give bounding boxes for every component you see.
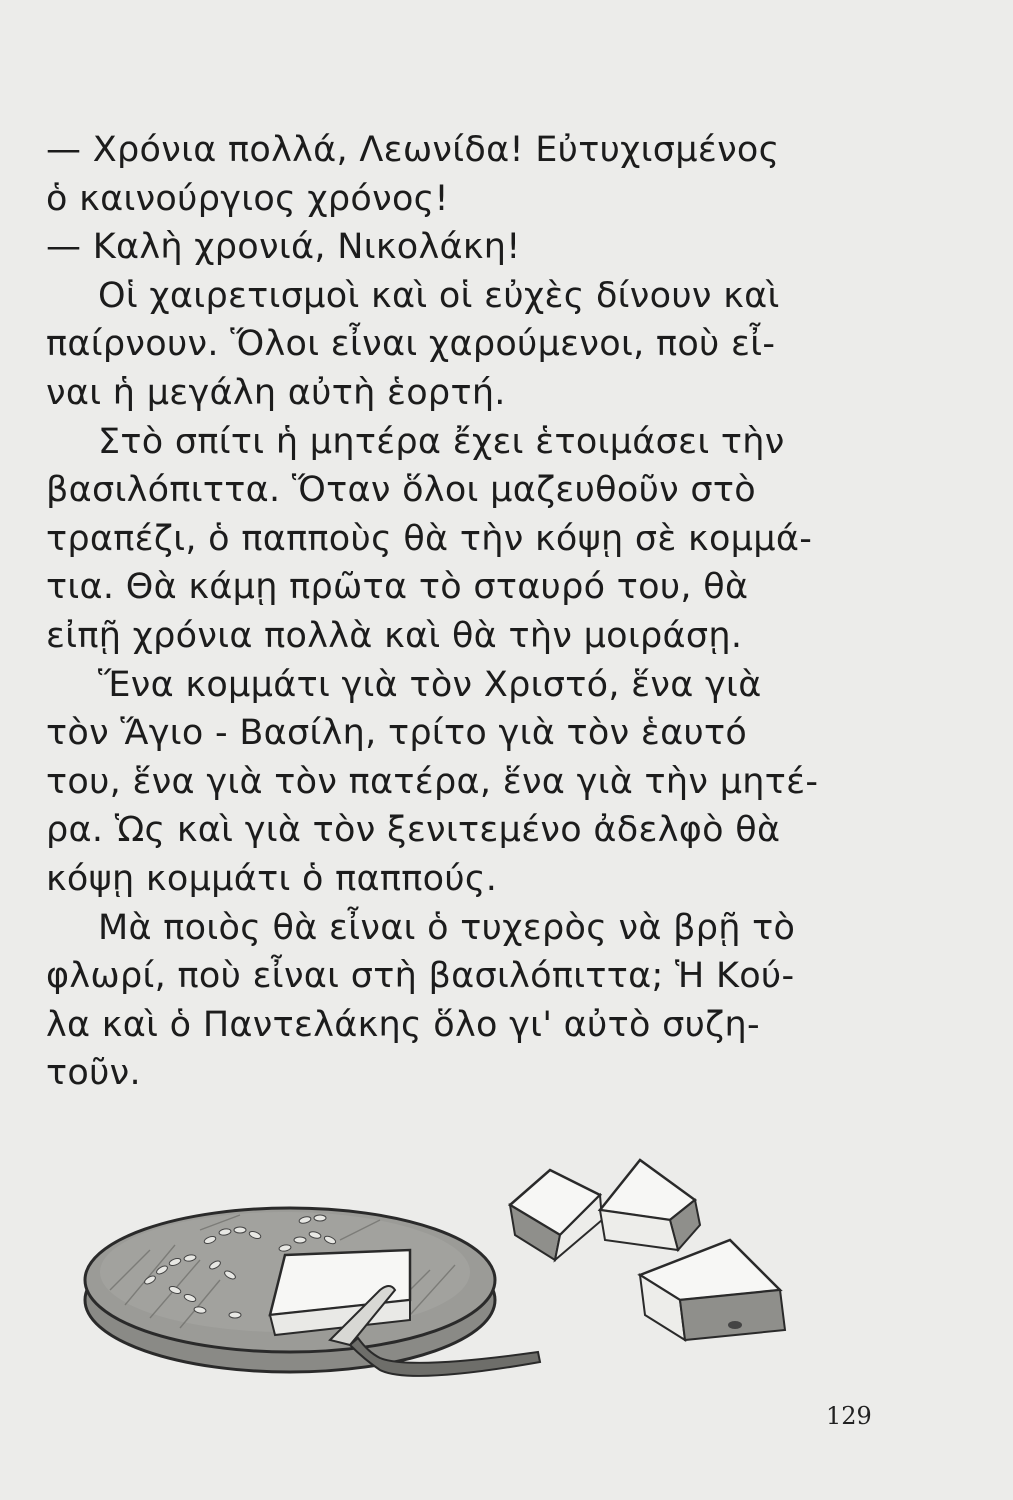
text-line: βασιλόπιττα. Ὅταν ὅλοι μαζευθοῦν στὸ bbox=[46, 470, 756, 511]
text-line: — Χρόνια πολλά, Λεωνίδα! Εὐτυχισμένος bbox=[46, 130, 780, 170]
text-line: τραπέζι, ὁ παπποὺς θὰ τὴν κόψῃ σὲ κομμά- bbox=[46, 518, 813, 559]
text-line: τια. Θὰ κάμῃ πρῶτα τὸ σταυρό του, θὰ bbox=[46, 567, 749, 608]
vasilopita-cake-illustration bbox=[80, 1140, 820, 1380]
text-line: τὸν Ἅγιο - Βασίλη, τρίτο γιὰ τὸν ἑαυτό bbox=[46, 713, 748, 754]
text-line: τοῦν. bbox=[46, 1053, 141, 1094]
cake-icon bbox=[85, 1208, 495, 1372]
text-line: κόψῃ κομμάτι ὁ παππούς. bbox=[46, 858, 498, 899]
text-line: ὁ καινούργιος χρόνος! bbox=[46, 178, 449, 219]
page-number: 129 bbox=[826, 1402, 872, 1430]
text-line: Μὰ ποιὸς θὰ εἶναι ὁ τυχερὸς νὰ βρῇ τὸ bbox=[98, 907, 796, 948]
text-line: ναι ἡ μεγάλη αὐτὴ ἑορτή. bbox=[46, 372, 506, 413]
text-line: Στὸ σπίτι ἡ μητέρα ἔχει ἑτοιμάσει τὴν bbox=[98, 421, 785, 462]
text-line: λα καὶ ὁ Παντελάκης ὅλο γι' αὐτὸ συζη- bbox=[46, 1004, 760, 1045]
text-line: εἰπῇ χρόνια πολλὰ καὶ θὰ τὴν μοιράσῃ. bbox=[46, 615, 743, 656]
text-line: — Καλὴ χρονιά, Νικολάκη! bbox=[46, 227, 521, 268]
text-line: ρα. Ὡς καὶ γιὰ τὸν ξενιτεμένο ἀδελφὸ θὰ bbox=[46, 810, 781, 851]
cake-slice-icon bbox=[600, 1160, 700, 1250]
text-line: του, ἕνα γιὰ τὸν πατέρα, ἕνα γιὰ τὴν μητέ- bbox=[46, 761, 819, 802]
text-line: Οἱ χαιρετισμοὶ καὶ οἱ εὐχὲς δίνουν καὶ bbox=[98, 275, 780, 316]
cake-slice-icon bbox=[640, 1240, 785, 1340]
cake-slice-icon bbox=[510, 1170, 602, 1260]
body-text bbox=[46, 126, 866, 1098]
text-line: παίρνουν. Ὅλοι εἶναι χαρούμενοι, ποὺ εἶ- bbox=[46, 324, 776, 365]
text-line: Ἕνα κομμάτι γιὰ τὸν Χριστό, ἕνα γιὰ bbox=[98, 664, 762, 705]
text-line: φλωρί, ποὺ εἶναι στὴ βασιλόπιττα; Ἡ Κού- bbox=[46, 956, 795, 997]
